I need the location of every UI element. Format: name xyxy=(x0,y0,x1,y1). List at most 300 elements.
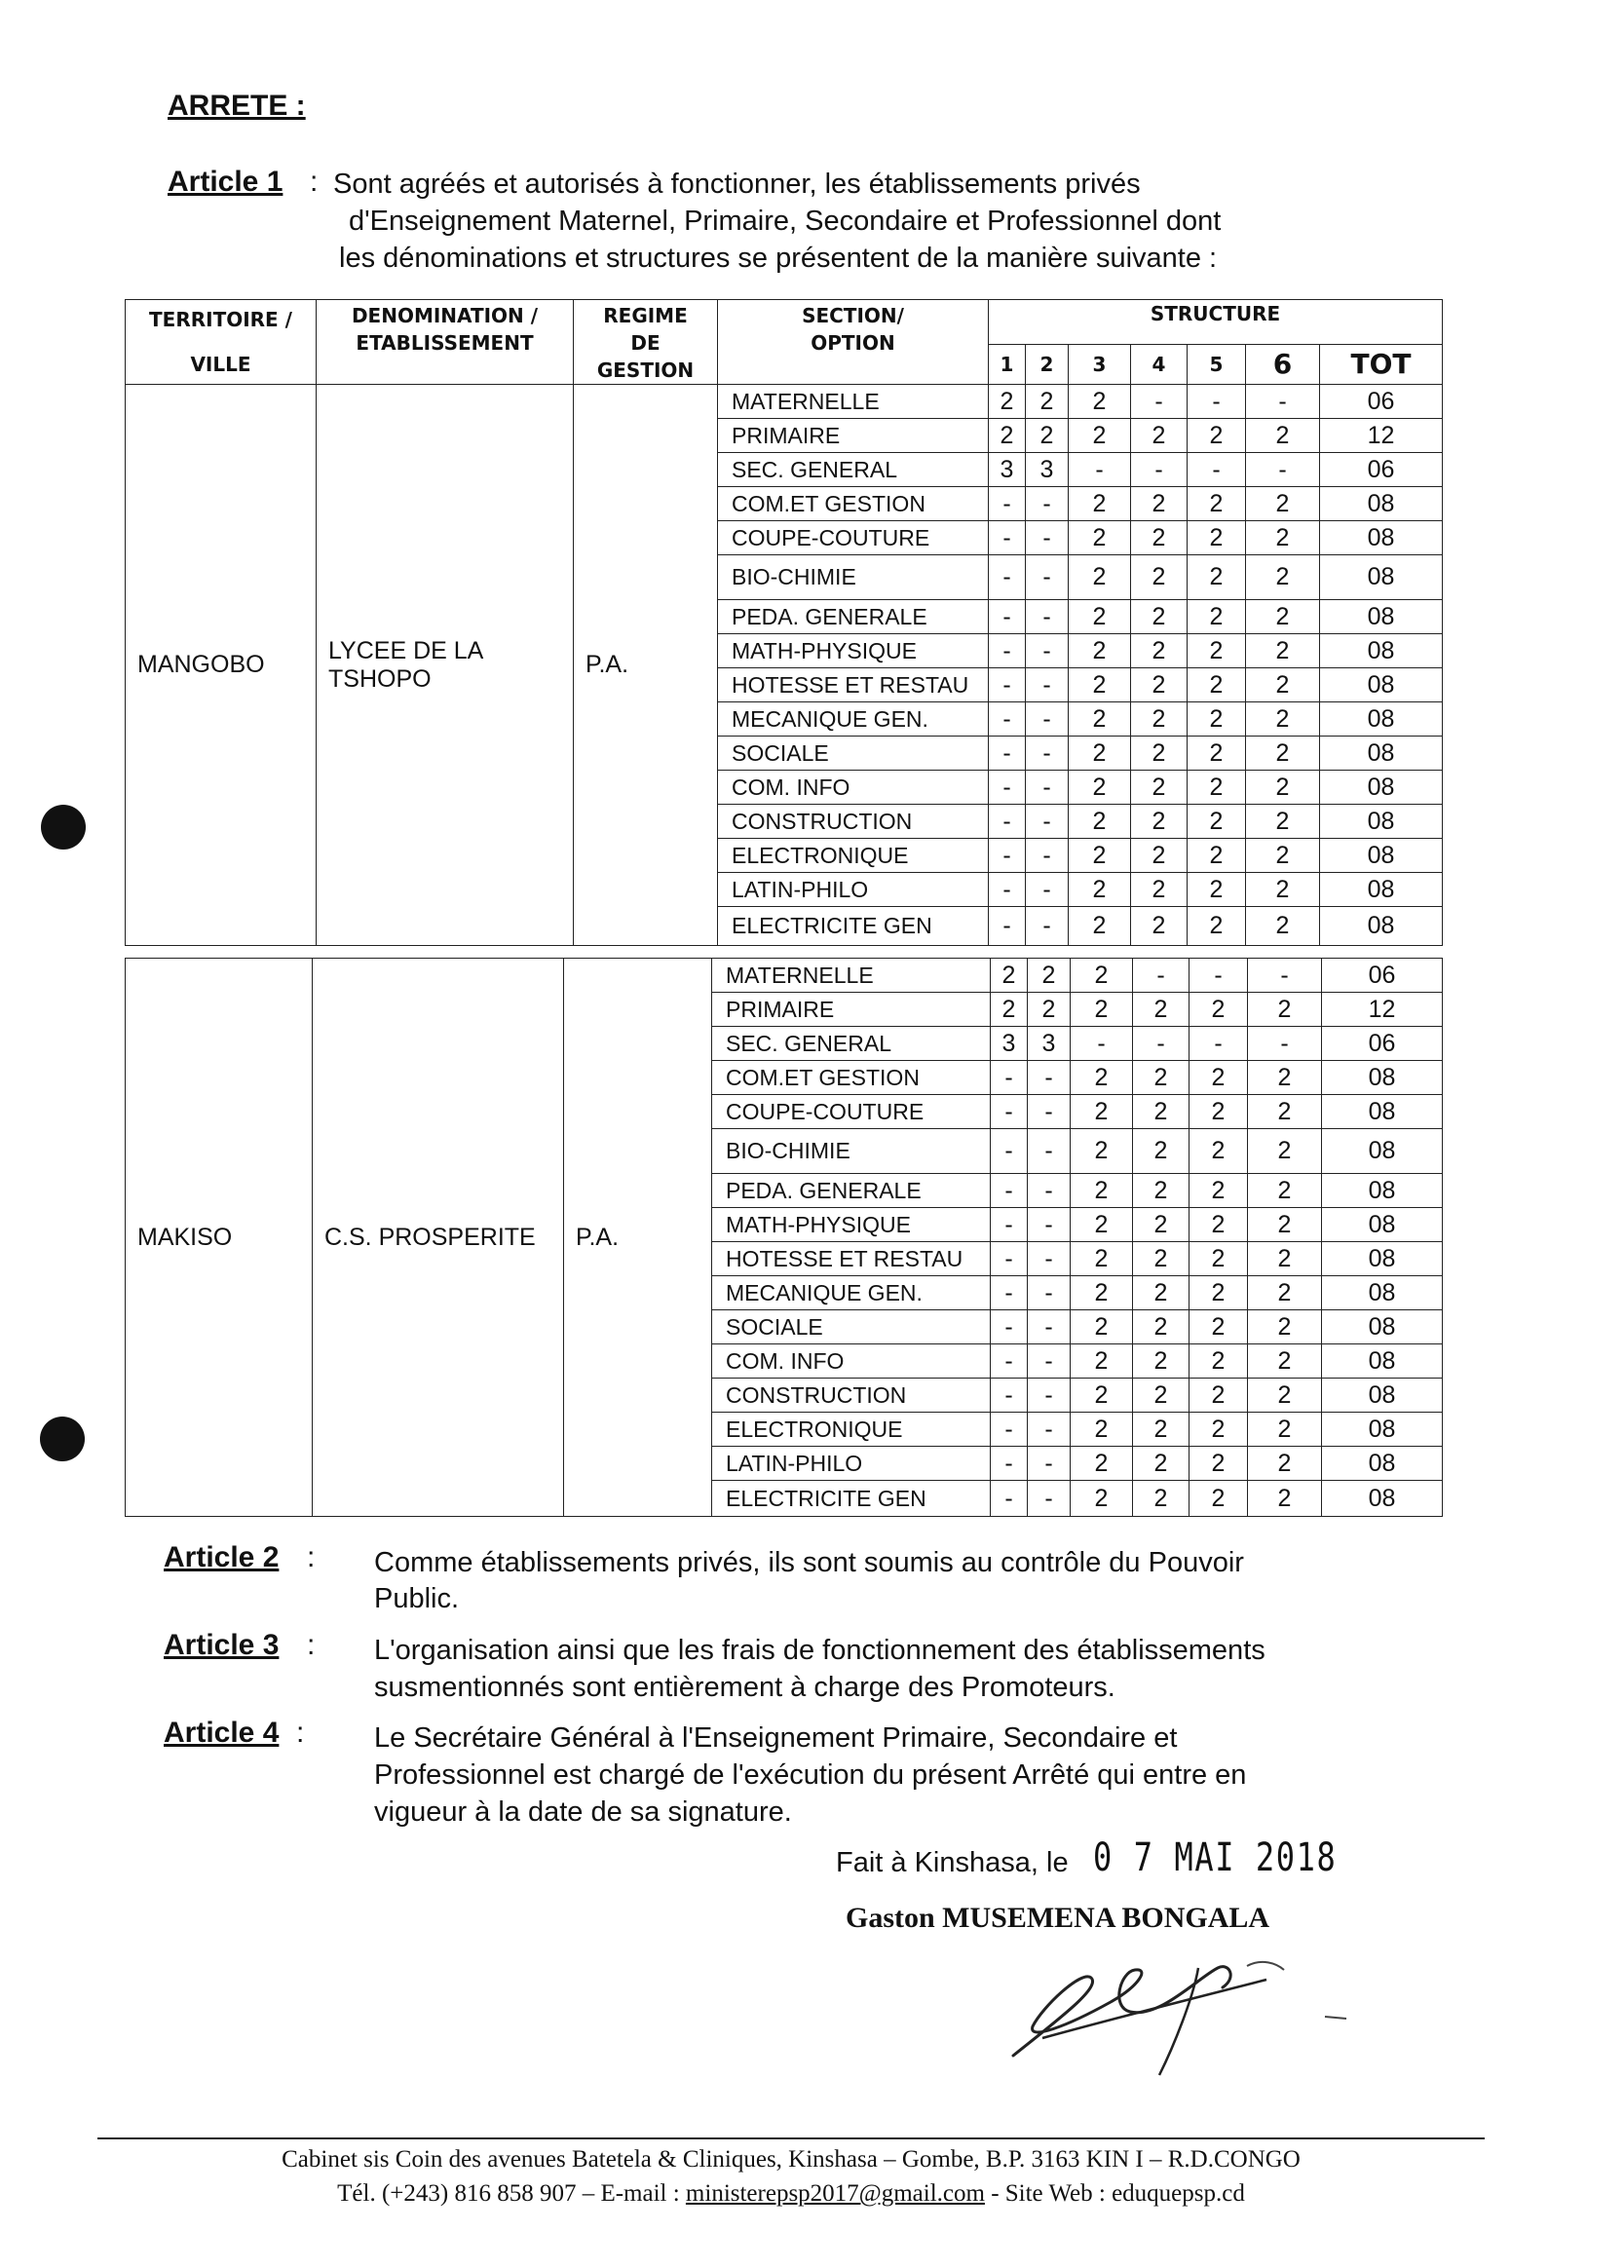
level-5-cell: 2 xyxy=(1190,1310,1248,1344)
level-4-cell: 2 xyxy=(1131,873,1188,907)
level-1-cell: - xyxy=(991,1481,1028,1517)
total-cell: 08 xyxy=(1320,805,1443,839)
header-section xyxy=(718,300,989,385)
section-cell: SOCIALE xyxy=(712,1310,991,1344)
level-1-cell: - xyxy=(989,907,1026,946)
level-4-cell: 2 xyxy=(1131,737,1188,771)
level-6-cell: 2 xyxy=(1248,1208,1322,1242)
level-4-cell: 2 xyxy=(1131,668,1188,702)
level-2-cell: - xyxy=(1028,1129,1071,1174)
level-6-cell: 2 xyxy=(1246,634,1320,668)
level-5-cell: 2 xyxy=(1188,487,1246,521)
total-cell: 08 xyxy=(1320,634,1443,668)
level-3-cell: 2 xyxy=(1071,1061,1133,1095)
level-2-cell: - xyxy=(1026,521,1069,555)
level-5-cell: - xyxy=(1188,453,1246,487)
regime-cell: P.A. xyxy=(564,959,712,1517)
level-5-cell: 2 xyxy=(1190,1208,1248,1242)
denomination-line: LYCEE DE LA xyxy=(328,636,484,664)
level-3-cell: 2 xyxy=(1071,1447,1133,1481)
level-6-cell: 2 xyxy=(1246,600,1320,634)
level-6-cell: 2 xyxy=(1248,1129,1322,1174)
section-cell: SEC. GENERAL xyxy=(718,453,989,487)
signature-place: Fait à Kinshasa, le xyxy=(836,1847,1069,1878)
level-2-cell: - xyxy=(1026,839,1069,873)
total-cell: 08 xyxy=(1322,1276,1443,1310)
header-section-line-1: SECTION/ xyxy=(802,304,904,327)
level-4-cell: 2 xyxy=(1133,1174,1190,1208)
level-3-cell: 2 xyxy=(1071,1129,1133,1174)
article-2-line-1: Comme établissements privés, ils sont soumis au contrôle du Pouvoir xyxy=(374,1547,1244,1578)
level-6-cell: 2 xyxy=(1248,1095,1322,1129)
level-3-cell: 2 xyxy=(1069,805,1131,839)
article-1-line-1: Sont agréés et autorisés à fonctionner, les établissements privés xyxy=(333,169,1141,200)
level-6-cell: 2 xyxy=(1248,993,1322,1027)
denomination-line: C.S. PROSPERITE xyxy=(324,1223,536,1251)
section-cell: MATH-PHYSIQUE xyxy=(718,634,989,668)
section-cell: HOTESSE ET RESTAU xyxy=(718,668,989,702)
level-6-cell: 2 xyxy=(1246,771,1320,805)
level-3-cell: 2 xyxy=(1071,1310,1133,1344)
section-cell: CONSTRUCTION xyxy=(718,805,989,839)
level-5-cell: 2 xyxy=(1190,1095,1248,1129)
level-1-cell: - xyxy=(991,1447,1028,1481)
level-6-cell: 2 xyxy=(1248,1276,1322,1310)
level-1-cell: - xyxy=(991,1413,1028,1447)
level-5-cell: 2 xyxy=(1190,1174,1248,1208)
level-4-cell: 2 xyxy=(1131,771,1188,805)
section-cell: PEDA. GENERALE xyxy=(718,600,989,634)
article-1-line-2: d'Enseignement Maternel, Primaire, Secondaire et Professionnel dont xyxy=(349,206,1222,237)
total-cell: 08 xyxy=(1322,1310,1443,1344)
article-2-colon: : xyxy=(307,1541,316,1573)
header-level-total: TOT xyxy=(1320,344,1443,384)
level-6-cell: 2 xyxy=(1248,1447,1322,1481)
regime-cell: P.A. xyxy=(574,385,718,946)
level-3-cell: 2 xyxy=(1071,1208,1133,1242)
level-3-cell: 2 xyxy=(1069,487,1131,521)
level-1-cell: - xyxy=(989,634,1026,668)
total-cell: 08 xyxy=(1320,668,1443,702)
article-2-label: Article 2 xyxy=(164,1541,280,1573)
level-3-cell: 2 xyxy=(1071,1242,1133,1276)
section-cell: PEDA. GENERALE xyxy=(712,1174,991,1208)
level-6-cell: 2 xyxy=(1248,1174,1322,1208)
level-1-cell: - xyxy=(989,487,1026,521)
level-5-cell: 2 xyxy=(1188,668,1246,702)
level-2-cell: - xyxy=(1026,771,1069,805)
header-level-4: 4 xyxy=(1131,344,1188,384)
level-5-cell: 2 xyxy=(1188,907,1246,946)
section-cell: PRIMAIRE xyxy=(718,419,989,453)
section-cell: COUPE-COUTURE xyxy=(712,1095,991,1129)
level-1-cell: - xyxy=(991,1061,1028,1095)
level-2-cell: - xyxy=(1028,1447,1071,1481)
level-4-cell: 2 xyxy=(1131,634,1188,668)
level-6-cell: 2 xyxy=(1246,555,1320,600)
level-6-cell: 2 xyxy=(1248,1379,1322,1413)
total-cell: 08 xyxy=(1320,839,1443,873)
header-level-6: 6 xyxy=(1246,344,1320,384)
header-regime xyxy=(574,300,718,385)
header-territoire-line-1: TERRITOIRE / xyxy=(149,308,292,331)
level-1-cell: - xyxy=(991,1242,1028,1276)
level-2-cell: - xyxy=(1026,668,1069,702)
level-5-cell: 2 xyxy=(1188,419,1246,453)
header-denomination-line-1: DENOMINATION / xyxy=(351,304,539,327)
level-4-cell: 2 xyxy=(1131,555,1188,600)
punch-hole-top xyxy=(41,805,86,850)
section-cell: ELECTRICITE GEN xyxy=(718,907,989,946)
level-2-cell: - xyxy=(1028,1344,1071,1379)
level-1-cell: - xyxy=(989,839,1026,873)
level-1-cell: - xyxy=(991,1208,1028,1242)
section-cell: ELECTRONIQUE xyxy=(712,1413,991,1447)
level-3-cell: 2 xyxy=(1069,634,1131,668)
level-5-cell: 2 xyxy=(1190,993,1248,1027)
level-4-cell: 2 xyxy=(1133,1481,1190,1517)
level-4-cell: 2 xyxy=(1133,1061,1190,1095)
total-cell: 12 xyxy=(1322,993,1443,1027)
section-cell: ELECTRICITE GEN xyxy=(712,1481,991,1517)
level-2-cell: 2 xyxy=(1028,959,1071,993)
total-cell: 08 xyxy=(1322,1413,1443,1447)
total-cell: 08 xyxy=(1320,873,1443,907)
article-1-line-3: les dénominations et structures se présentent de la manière suivante : xyxy=(339,243,1218,274)
level-3-cell: 2 xyxy=(1071,1379,1133,1413)
level-6-cell: 2 xyxy=(1246,839,1320,873)
level-2-cell: - xyxy=(1028,1413,1071,1447)
level-6-cell: 2 xyxy=(1246,737,1320,771)
article-3-line-2: susmentionnés sont entièrement à charge des Promoteurs. xyxy=(374,1672,1115,1703)
level-2-cell: 3 xyxy=(1026,453,1069,487)
level-2-cell: - xyxy=(1028,1379,1071,1413)
header-territoire xyxy=(126,300,317,385)
header-level-5: 5 xyxy=(1188,344,1246,384)
level-2-cell: - xyxy=(1026,805,1069,839)
header-regime-line-3: GESTION xyxy=(596,359,695,382)
article-1-colon: : xyxy=(310,166,319,198)
territoire-cell: MAKISO xyxy=(126,959,313,1517)
level-4-cell: 2 xyxy=(1133,1129,1190,1174)
level-2-cell: 3 xyxy=(1028,1027,1071,1061)
level-6-cell: - xyxy=(1248,1027,1322,1061)
level-5-cell: - xyxy=(1190,1027,1248,1061)
level-5-cell: 2 xyxy=(1188,555,1246,600)
level-5-cell: 2 xyxy=(1188,737,1246,771)
level-6-cell: - xyxy=(1248,959,1322,993)
total-cell: 06 xyxy=(1322,1027,1443,1061)
article-4-line-3: vigueur à la date de sa signature. xyxy=(374,1796,792,1828)
total-cell: 08 xyxy=(1322,1242,1443,1276)
level-2-cell: - xyxy=(1026,487,1069,521)
level-3-cell: 2 xyxy=(1071,1344,1133,1379)
level-3-cell: 2 xyxy=(1071,1276,1133,1310)
level-4-cell: 2 xyxy=(1133,1276,1190,1310)
level-6-cell: 2 xyxy=(1248,1344,1322,1379)
section-cell: COUPE-COUTURE xyxy=(718,521,989,555)
level-5-cell: 2 xyxy=(1190,1379,1248,1413)
total-cell: 08 xyxy=(1322,1208,1443,1242)
level-3-cell: 2 xyxy=(1069,873,1131,907)
handwritten-signature xyxy=(974,1909,1383,2104)
level-6-cell: 2 xyxy=(1248,1242,1322,1276)
level-1-cell: - xyxy=(991,1344,1028,1379)
total-cell: 08 xyxy=(1320,907,1443,946)
level-5-cell: 2 xyxy=(1190,1129,1248,1174)
article-4-line-1: Le Secrétaire Général à l'Enseignement Primaire, Secondaire et xyxy=(374,1722,1178,1754)
level-4-cell: 2 xyxy=(1131,907,1188,946)
header-regime-line-1: REGIME xyxy=(603,304,688,327)
level-2-cell: - xyxy=(1028,1174,1071,1208)
level-3-cell: - xyxy=(1069,453,1131,487)
level-1-cell: 3 xyxy=(989,453,1026,487)
level-2-cell: - xyxy=(1026,737,1069,771)
denomination-cell xyxy=(317,385,574,946)
level-2-cell: 2 xyxy=(1028,993,1071,1027)
level-5-cell: 2 xyxy=(1190,1061,1248,1095)
table-row xyxy=(126,385,1443,419)
level-1-cell: - xyxy=(989,555,1026,600)
level-3-cell: 2 xyxy=(1069,771,1131,805)
denomination-cell xyxy=(313,959,564,1517)
total-cell: 08 xyxy=(1322,1174,1443,1208)
header-denomination-line-2: ETABLISSEMENT xyxy=(356,331,534,355)
level-4-cell: 2 xyxy=(1131,702,1188,737)
level-3-cell: 2 xyxy=(1069,385,1131,419)
section-cell: BIO-CHIMIE xyxy=(718,555,989,600)
footer-phone: Tél. (+243) 816 858 907 – E-mail : xyxy=(337,2180,686,2207)
denomination-line: TSHOPO xyxy=(328,664,432,693)
article-3-label: Article 3 xyxy=(164,1629,280,1661)
section-cell: LATIN-PHILO xyxy=(718,873,989,907)
header-level-1: 1 xyxy=(989,344,1026,384)
level-5-cell: 2 xyxy=(1188,600,1246,634)
header-level-3: 3 xyxy=(1069,344,1131,384)
level-2-cell: - xyxy=(1026,702,1069,737)
level-6-cell: 2 xyxy=(1248,1413,1322,1447)
level-3-cell: 2 xyxy=(1069,600,1131,634)
section-cell: LATIN-PHILO xyxy=(712,1447,991,1481)
level-5-cell: 2 xyxy=(1188,805,1246,839)
level-3-cell: 2 xyxy=(1069,521,1131,555)
level-3-cell: 2 xyxy=(1069,668,1131,702)
section-cell: MATH-PHYSIQUE xyxy=(712,1208,991,1242)
level-1-cell: - xyxy=(991,1095,1028,1129)
level-2-cell: - xyxy=(1028,1095,1071,1129)
level-3-cell: 2 xyxy=(1071,1413,1133,1447)
level-5-cell: 2 xyxy=(1190,1242,1248,1276)
total-cell: 08 xyxy=(1320,771,1443,805)
level-5-cell: 2 xyxy=(1188,839,1246,873)
level-1-cell: - xyxy=(991,1310,1028,1344)
section-cell: MECANIQUE GEN. xyxy=(718,702,989,737)
level-1-cell: - xyxy=(989,521,1026,555)
level-2-cell: 2 xyxy=(1026,419,1069,453)
section-cell: BIO-CHIMIE xyxy=(712,1129,991,1174)
level-1-cell: - xyxy=(989,873,1026,907)
level-1-cell: 2 xyxy=(989,385,1026,419)
level-1-cell: 3 xyxy=(991,1027,1028,1061)
section-cell: MECANIQUE GEN. xyxy=(712,1276,991,1310)
level-1-cell: - xyxy=(989,702,1026,737)
total-cell: 08 xyxy=(1320,702,1443,737)
level-5-cell: 2 xyxy=(1188,521,1246,555)
level-4-cell: 2 xyxy=(1131,487,1188,521)
level-3-cell: 2 xyxy=(1069,907,1131,946)
article-4-line-2: Professionnel est chargé de l'exécution du présent Arrêté qui entre en xyxy=(374,1759,1247,1791)
total-cell: 08 xyxy=(1320,521,1443,555)
level-5-cell: 2 xyxy=(1188,634,1246,668)
level-4-cell: - xyxy=(1131,385,1188,419)
signatory-name: Gaston MUSEMENA BONGALA xyxy=(846,1902,1270,1934)
level-3-cell: 2 xyxy=(1069,839,1131,873)
level-5-cell: 2 xyxy=(1188,771,1246,805)
total-cell: 06 xyxy=(1320,453,1443,487)
level-3-cell: 2 xyxy=(1069,419,1131,453)
level-4-cell: 2 xyxy=(1131,600,1188,634)
level-5-cell: 2 xyxy=(1190,1344,1248,1379)
total-cell: 08 xyxy=(1322,1344,1443,1379)
level-4-cell: 2 xyxy=(1133,993,1190,1027)
article-3-colon: : xyxy=(307,1629,316,1661)
section-cell: COM.ET GESTION xyxy=(712,1061,991,1095)
level-1-cell: 2 xyxy=(991,993,1028,1027)
level-1-cell: 2 xyxy=(989,419,1026,453)
level-6-cell: 2 xyxy=(1246,419,1320,453)
level-1-cell: - xyxy=(991,1276,1028,1310)
level-6-cell: - xyxy=(1246,385,1320,419)
level-2-cell: - xyxy=(1026,634,1069,668)
level-4-cell: 2 xyxy=(1133,1379,1190,1413)
level-2-cell: 2 xyxy=(1026,385,1069,419)
section-cell: COM. INFO xyxy=(712,1344,991,1379)
level-5-cell: 2 xyxy=(1190,1276,1248,1310)
level-5-cell: - xyxy=(1188,385,1246,419)
level-4-cell: - xyxy=(1131,453,1188,487)
section-cell: MATERNELLE xyxy=(712,959,991,993)
article-2-line-2: Public. xyxy=(374,1583,460,1614)
level-4-cell: 2 xyxy=(1133,1310,1190,1344)
level-1-cell: - xyxy=(989,771,1026,805)
level-6-cell: - xyxy=(1246,453,1320,487)
section-cell: CONSTRUCTION xyxy=(712,1379,991,1413)
footer-contact xyxy=(97,2180,1485,2208)
level-4-cell: 2 xyxy=(1131,805,1188,839)
structure-table-makiso xyxy=(125,958,1443,1517)
section-cell: SOCIALE xyxy=(718,737,989,771)
level-1-cell: - xyxy=(989,805,1026,839)
level-5-cell: - xyxy=(1190,959,1248,993)
section-cell: MATERNELLE xyxy=(718,385,989,419)
level-2-cell: - xyxy=(1028,1481,1071,1517)
article-3-line-1: L'organisation ainsi que les frais de fonctionnement des établissements xyxy=(374,1635,1265,1666)
level-2-cell: - xyxy=(1028,1242,1071,1276)
level-5-cell: 2 xyxy=(1190,1413,1248,1447)
total-cell: 08 xyxy=(1322,1379,1443,1413)
level-4-cell: 2 xyxy=(1133,1095,1190,1129)
level-4-cell: 2 xyxy=(1131,839,1188,873)
level-6-cell: 2 xyxy=(1246,907,1320,946)
level-6-cell: 2 xyxy=(1246,805,1320,839)
total-cell: 08 xyxy=(1322,1481,1443,1517)
level-6-cell: 2 xyxy=(1246,702,1320,737)
level-2-cell: - xyxy=(1026,555,1069,600)
punch-hole-bottom xyxy=(40,1417,85,1461)
section-cell: HOTESSE ET RESTAU xyxy=(712,1242,991,1276)
total-cell: 06 xyxy=(1320,385,1443,419)
level-4-cell: 2 xyxy=(1131,419,1188,453)
level-4-cell: 2 xyxy=(1133,1447,1190,1481)
total-cell: 06 xyxy=(1322,959,1443,993)
section-cell: COM.ET GESTION xyxy=(718,487,989,521)
total-cell: 08 xyxy=(1320,600,1443,634)
level-1-cell: - xyxy=(989,600,1026,634)
header-territoire-line-2: VILLE xyxy=(190,353,251,376)
level-2-cell: - xyxy=(1026,873,1069,907)
total-cell: 08 xyxy=(1322,1447,1443,1481)
footer-rule xyxy=(97,2137,1485,2139)
header-structure: STRUCTURE xyxy=(989,300,1443,345)
level-1-cell: - xyxy=(989,737,1026,771)
level-5-cell: 2 xyxy=(1190,1481,1248,1517)
level-2-cell: - xyxy=(1028,1310,1071,1344)
section-cell: ELECTRONIQUE xyxy=(718,839,989,873)
footer-address: Cabinet sis Coin des avenues Batetela & Cliniques, Kinshasa – Gombe, B.P. 3163 KIN I – R.D.CONGO xyxy=(282,2146,1301,2173)
level-6-cell: 2 xyxy=(1246,487,1320,521)
level-4-cell: 2 xyxy=(1133,1242,1190,1276)
article-4-colon: : xyxy=(296,1717,305,1749)
footer-website: - Site Web : eduquepsp.cd xyxy=(984,2180,1245,2207)
section-cell: SEC. GENERAL xyxy=(712,1027,991,1061)
article-4-label: Article 4 xyxy=(164,1717,280,1749)
footer-email-link[interactable]: ministerepsp2017@gmail.com xyxy=(685,2180,985,2207)
article-1-label: Article 1 xyxy=(168,166,283,198)
level-1-cell: - xyxy=(991,1379,1028,1413)
total-cell: 08 xyxy=(1320,555,1443,600)
level-4-cell: 2 xyxy=(1133,1413,1190,1447)
page-heading: ARRETE : xyxy=(168,90,306,122)
territoire-cell: MANGOBO xyxy=(126,385,317,946)
level-2-cell: - xyxy=(1028,1208,1071,1242)
total-cell: 12 xyxy=(1320,419,1443,453)
header-section-line-2: OPTION xyxy=(811,331,895,355)
total-cell: 08 xyxy=(1322,1095,1443,1129)
level-3-cell: 2 xyxy=(1071,1174,1133,1208)
level-2-cell: - xyxy=(1028,1276,1071,1310)
level-3-cell: 2 xyxy=(1071,1095,1133,1129)
date-stamp: 0 7 MAI 2018 xyxy=(1093,1835,1338,1880)
level-1-cell: - xyxy=(989,668,1026,702)
level-4-cell: 2 xyxy=(1133,1344,1190,1379)
level-5-cell: 2 xyxy=(1188,702,1246,737)
level-1-cell: - xyxy=(991,1174,1028,1208)
header-denomination xyxy=(317,300,574,385)
level-5-cell: 2 xyxy=(1188,873,1246,907)
level-3-cell: 2 xyxy=(1071,959,1133,993)
level-3-cell: - xyxy=(1071,1027,1133,1061)
level-4-cell: 2 xyxy=(1131,521,1188,555)
total-cell: 08 xyxy=(1322,1129,1443,1174)
level-3-cell: 2 xyxy=(1069,555,1131,600)
level-5-cell: 2 xyxy=(1190,1447,1248,1481)
level-2-cell: - xyxy=(1028,1061,1071,1095)
total-cell: 08 xyxy=(1320,487,1443,521)
header-regime-line-2: DE xyxy=(630,331,661,355)
section-cell: COM. INFO xyxy=(718,771,989,805)
table-row xyxy=(126,959,1443,993)
header-level-2: 2 xyxy=(1026,344,1069,384)
